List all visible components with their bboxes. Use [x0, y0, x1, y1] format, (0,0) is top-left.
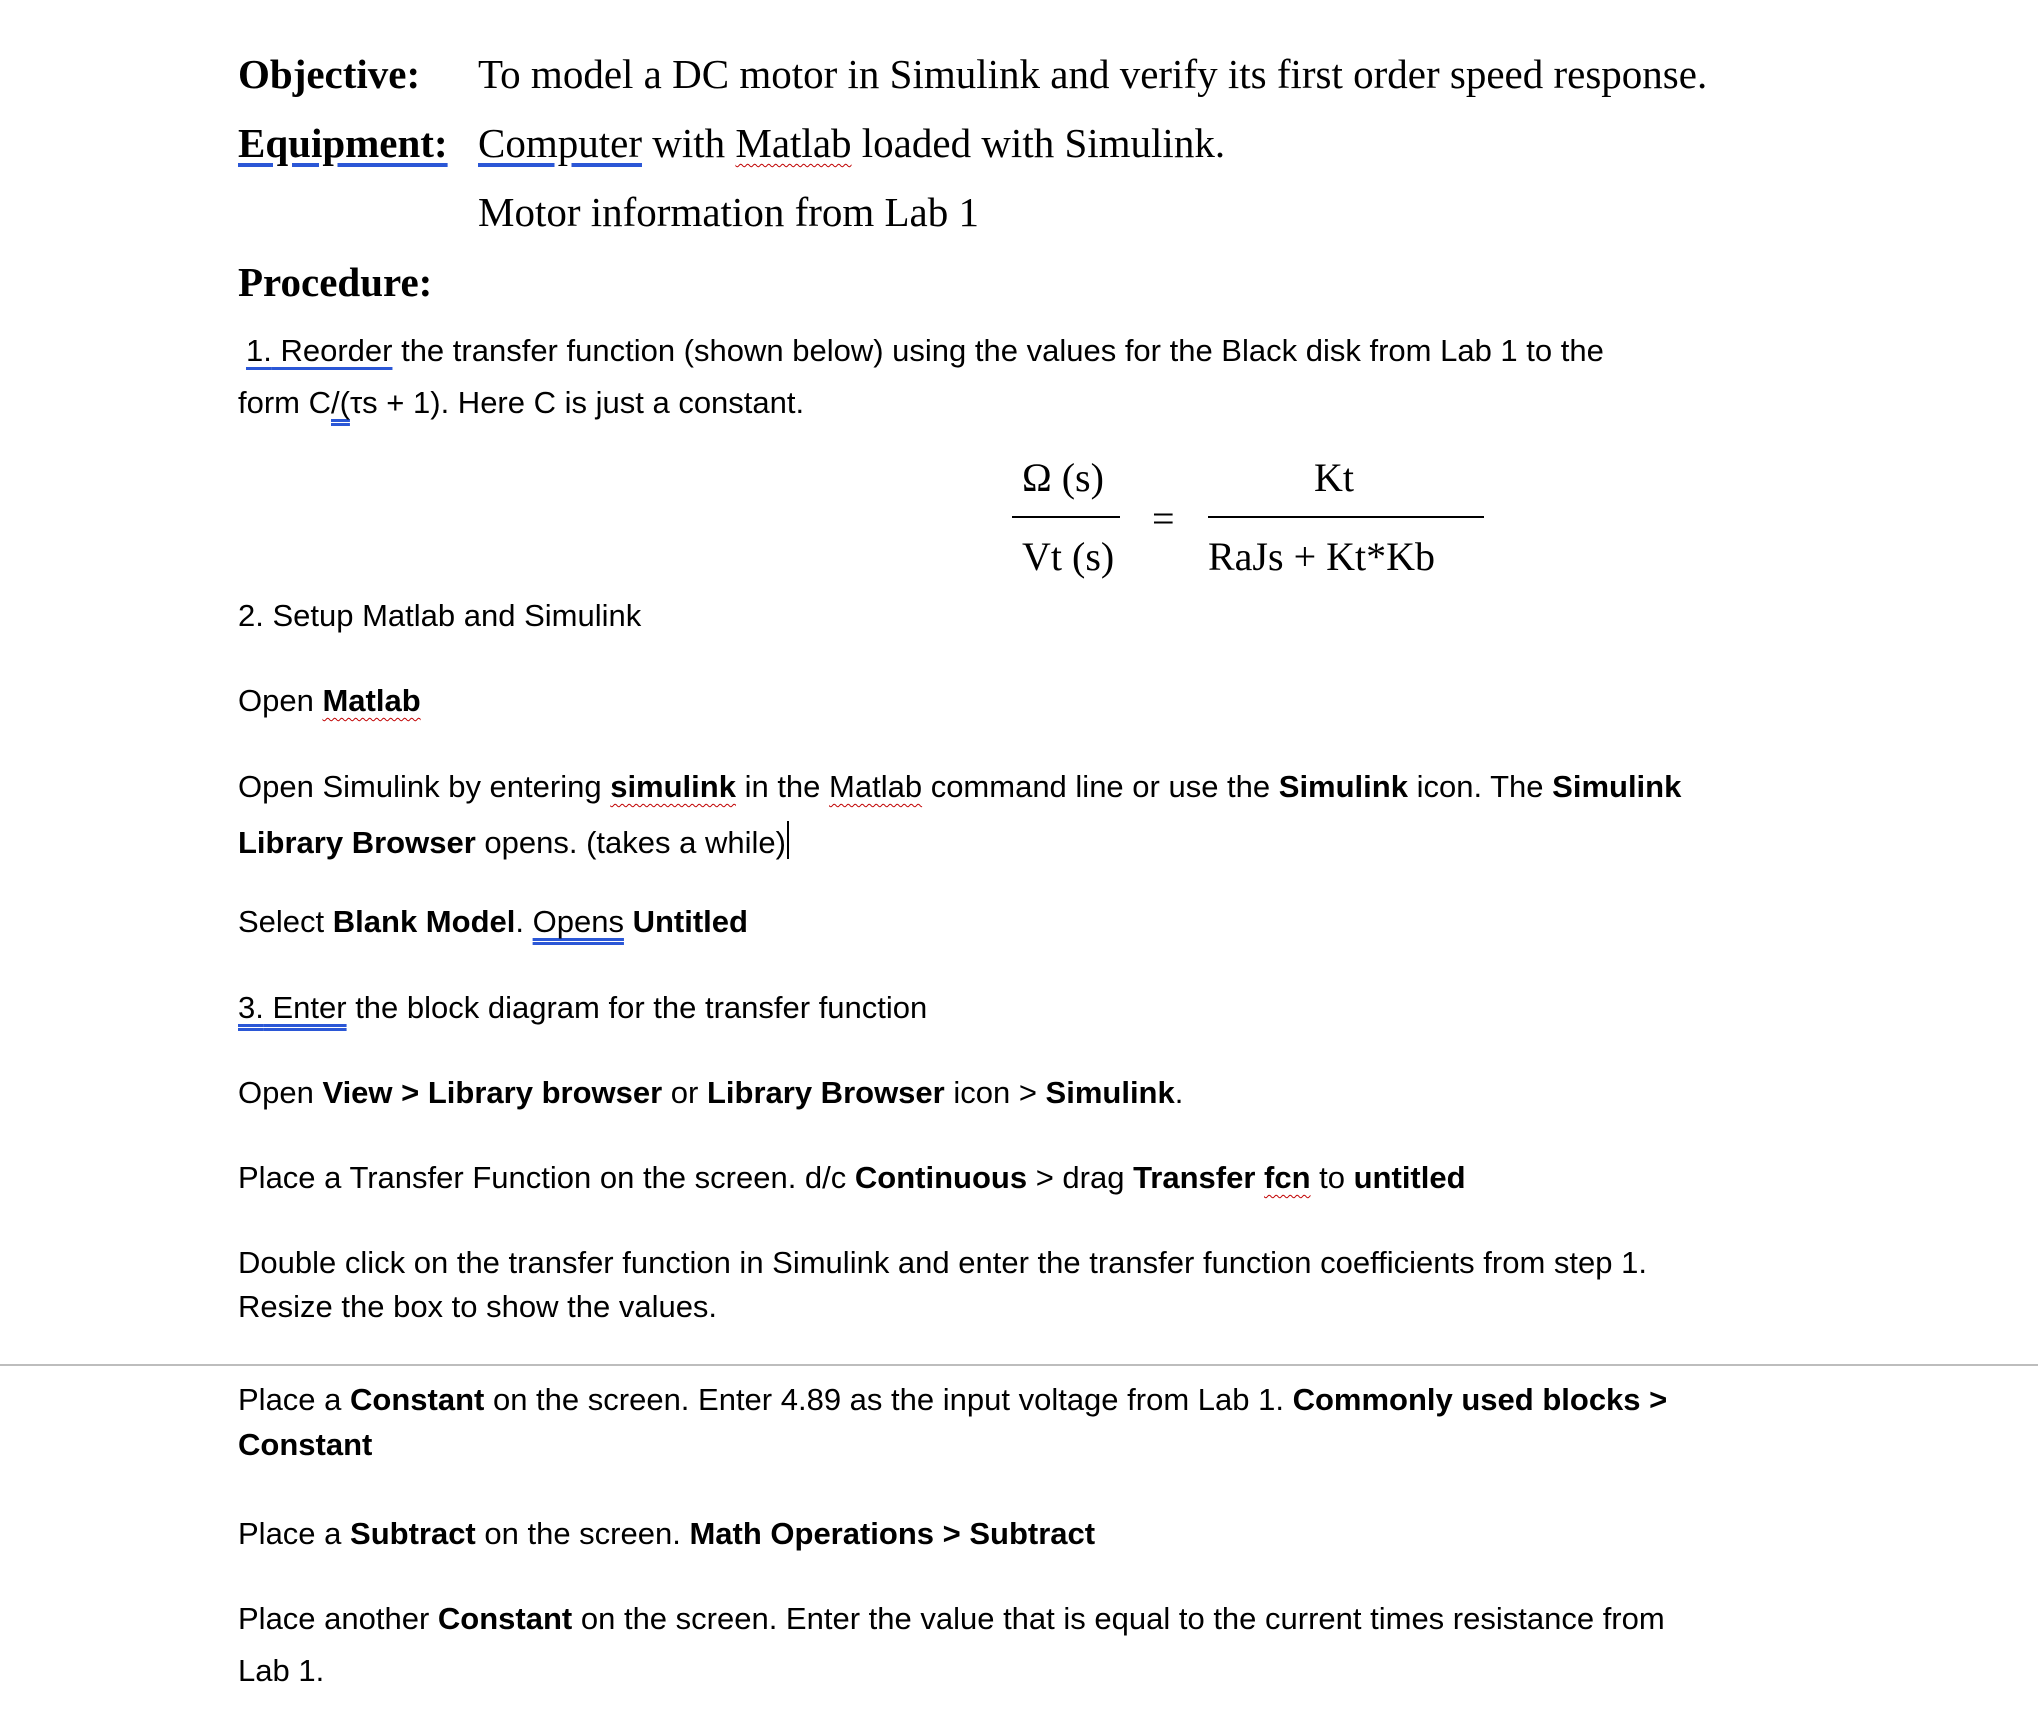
equation-lhs-fraction-bar	[1012, 516, 1120, 518]
transfer-word: Transfer	[1133, 1160, 1265, 1195]
select-space	[624, 904, 633, 939]
const-text-a: Place a	[238, 1382, 351, 1417]
equation-rhs-fraction-bar	[1208, 516, 1484, 518]
math-operations-path: Math Operations > Subtract	[689, 1516, 1096, 1551]
equation-rhs-numerator: Kt	[1314, 455, 1354, 500]
step2-title: 2. Setup Matlab and Simulink	[238, 598, 642, 633]
library-browser-word: Library Browser	[238, 825, 476, 860]
equipment-text-with: with	[641, 120, 736, 166]
opens-text: opens. (takes a while)	[475, 825, 786, 860]
commonly-used-blocks-path: Commonly used blocks >	[1292, 1382, 1668, 1417]
step1-reorder-word: Reorder	[271, 333, 393, 368]
step1-constant-text: τs + 1). Here C is just a constant.	[349, 385, 805, 420]
page-break-divider	[0, 1364, 2038, 1366]
open-matlab-line	[238, 685, 421, 716]
library-browser-icon-word: Library Browser	[706, 1075, 945, 1110]
objective-label: Objective:	[238, 51, 421, 97]
equation-lhs-denominator: Vt (s)	[1022, 534, 1115, 579]
view-period: .	[1174, 1075, 1184, 1110]
fcn-word: fcn	[1264, 1160, 1311, 1195]
blank-model-word: Blank Model	[332, 904, 516, 939]
to-text: to	[1310, 1160, 1354, 1195]
equipment-text-line1	[478, 120, 1226, 166]
place-another-constant-line1	[238, 1603, 1665, 1634]
place-transfer-function-line	[238, 1162, 1466, 1193]
step1-line2	[238, 387, 804, 418]
select-period: .	[515, 904, 533, 939]
sub-text-a: Place a	[238, 1516, 351, 1551]
place-subtract-line	[238, 1518, 1095, 1549]
equation-equals: =	[1152, 496, 1175, 541]
equation-rhs-denominator: RaJs + Kt*Kb	[1208, 534, 1436, 579]
another-text-a: Place another	[238, 1601, 438, 1636]
continuous-word: Continuous	[854, 1160, 1028, 1195]
another-constant-word: Constant	[437, 1601, 573, 1636]
simulink-library-word: Simulink	[1552, 769, 1682, 804]
sub-text-c: on the screen.	[475, 1516, 690, 1551]
double-click-line1: Double click on the transfer function in Simulink and enter the transfer function coefficients from step 1.	[238, 1245, 1647, 1280]
simulink-text-a: Open Simulink by entering	[238, 769, 611, 804]
open-simulink-line2	[238, 821, 789, 859]
view-text-a: Open	[238, 1075, 323, 1110]
equipment-matlab-word: Matlab	[735, 120, 852, 166]
equipment-label: Equipment:	[238, 120, 448, 166]
place-tf-text: Place a Transfer Function on the screen. d/c	[238, 1160, 855, 1195]
text-cursor	[787, 821, 789, 859]
place-constant-line1	[238, 1384, 1667, 1415]
equipment-text-rest: loaded with Simulink.	[851, 120, 1226, 166]
open-simulink-line1	[238, 771, 1681, 802]
procedure-label: Procedure:	[238, 259, 433, 305]
constant-path-end: Constant	[238, 1427, 373, 1462]
subtract-word: Subtract	[350, 1516, 476, 1551]
double-click-line2: Resize the box to show the values.	[238, 1289, 718, 1324]
untitled-target-word: untitled	[1353, 1160, 1466, 1195]
equation-lhs-numerator: Ω (s)	[1022, 455, 1104, 500]
place-another-constant-line2: Lab 1.	[238, 1653, 325, 1688]
view-library-browser-path: View > Library browser	[322, 1075, 663, 1110]
constant-word: Constant	[350, 1382, 485, 1417]
select-blank-model-line	[238, 906, 748, 937]
simulink-text-c: in the	[735, 769, 830, 804]
simulink-matlab-word: Matlab	[829, 769, 923, 804]
step3-title	[238, 992, 927, 1023]
another-text-c: on the screen. Enter the value that is equal to the current times resistance from	[572, 1601, 1665, 1636]
untitled-word: Untitled	[632, 904, 748, 939]
drag-text: > drag	[1027, 1160, 1134, 1195]
open-view-line	[238, 1077, 1183, 1108]
simulink-text-g: icon. The	[1407, 769, 1553, 804]
select-text: Select	[238, 904, 333, 939]
step1-text: the transfer function (shown below) using the values for the Black disk from Lab 1 to the	[392, 333, 1604, 368]
view-text-or: or	[662, 1075, 707, 1110]
place-constant-line2	[238, 1429, 372, 1460]
equipment-text-line2: Motor information from Lab 1	[478, 189, 980, 235]
step1-slash: /(	[331, 385, 350, 420]
equipment-computer-word: Computer	[478, 120, 642, 166]
step1-form-text: form C	[238, 385, 331, 420]
view-text-icon: icon >	[944, 1075, 1046, 1110]
open-matlab-text: Open	[238, 683, 323, 718]
simulink-command-word: simulink	[610, 769, 736, 804]
const-text-c: on the screen. Enter 4.89 as the input voltage from Lab 1.	[484, 1382, 1293, 1417]
opens-word: Opens	[532, 904, 624, 939]
open-matlab-word: Matlab	[322, 683, 421, 718]
step1-number: 1.	[246, 333, 272, 368]
step3-text: the block diagram for the transfer function	[346, 990, 928, 1025]
step3-enter-word: Enter	[263, 990, 347, 1025]
simulink-text-e: command line or use the	[922, 769, 1279, 804]
objective-text: To model a DC motor in Simulink and verify its first order speed response.	[478, 51, 1708, 97]
step3-number: 3.	[238, 990, 264, 1025]
step1-line1	[246, 335, 1604, 366]
view-simulink-word: Simulink	[1045, 1075, 1175, 1110]
simulink-icon-word: Simulink	[1278, 769, 1408, 804]
